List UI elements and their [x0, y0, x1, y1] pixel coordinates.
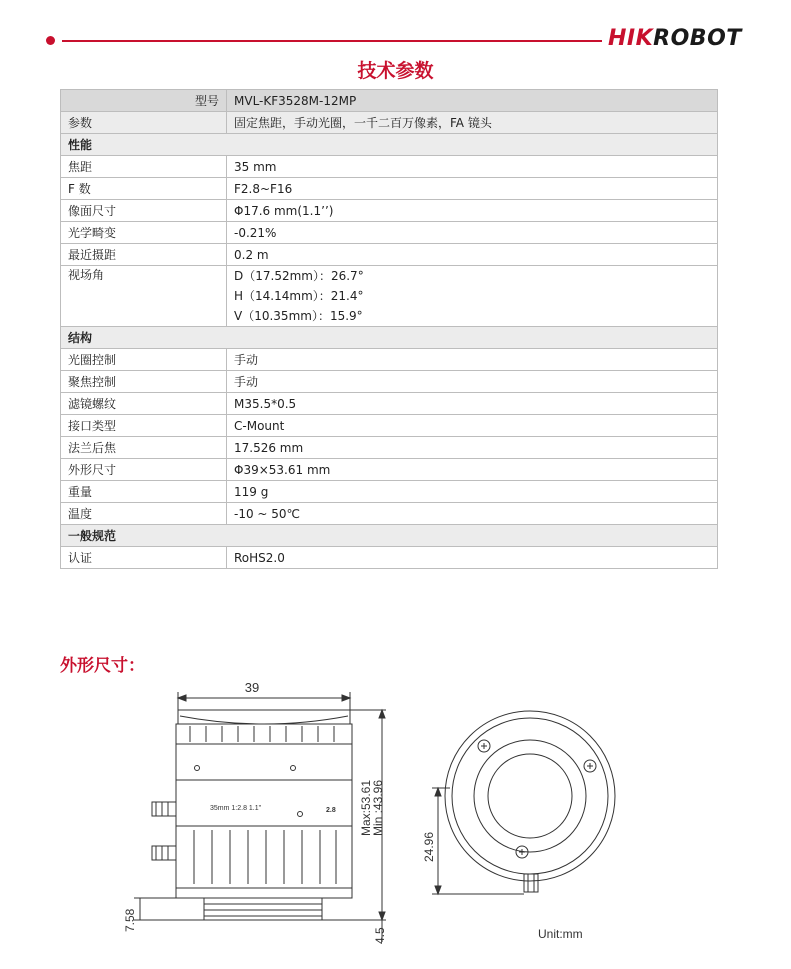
- table-row: [61, 222, 718, 244]
- row-key: 光圈控制: [61, 349, 227, 371]
- row-value: 35 mm: [227, 156, 718, 178]
- row-value: Φ17.6 mm(1.1’’): [227, 200, 718, 222]
- row-key: 法兰后焦: [61, 437, 227, 459]
- row-value: -0.21%: [227, 222, 718, 244]
- row-key: 光学畸变: [61, 222, 227, 244]
- row-key: 温度: [61, 503, 227, 525]
- row-value: -10 ~ 50℃: [227, 503, 718, 525]
- row-key: 接口类型: [61, 415, 227, 437]
- label-max: Max:53.61: [359, 779, 373, 836]
- spec-table: [60, 89, 718, 569]
- section-row: [61, 327, 718, 349]
- grip-ring-bottom: [176, 826, 352, 888]
- table-row: [61, 266, 718, 327]
- brand-logo: [608, 26, 742, 51]
- row-value: 手动: [227, 371, 718, 393]
- table-param-row: [61, 112, 718, 134]
- row-value: Φ39×53.61 mm: [227, 459, 718, 481]
- section-row: [61, 134, 718, 156]
- brand-hik: HIK: [608, 26, 654, 51]
- section-title: 性能: [61, 134, 718, 156]
- row-value: M35.5*0.5: [227, 393, 718, 415]
- table-row: [61, 415, 718, 437]
- arrow-left: [178, 695, 186, 701]
- front-lock-screw: [524, 874, 538, 892]
- row-key: 视场角: [61, 266, 227, 327]
- param-value: 固定焦距，手动光圈，一千二百万像素，FA 镜头: [227, 112, 718, 134]
- row-value-line: D（17.52mm）：26.7°: [234, 269, 364, 283]
- ring-dot-2: [291, 766, 296, 771]
- param-key: 参数: [61, 112, 227, 134]
- table-row: [61, 349, 718, 371]
- row-key: 最近摄距: [61, 244, 227, 266]
- table-row: [61, 156, 718, 178]
- label-bottom: 4.5: [373, 927, 387, 944]
- row-value: [227, 266, 718, 327]
- row-key: F 数: [61, 178, 227, 200]
- unit-label: Unit:mm: [538, 927, 583, 941]
- front-outer-ring: [445, 711, 615, 881]
- ring-dot: [195, 766, 200, 771]
- table-row: [61, 437, 718, 459]
- table-row: [61, 481, 718, 503]
- front-ring-curve: [180, 716, 348, 724]
- row-value: 手动: [227, 349, 718, 371]
- row-value: RoHS2.0: [227, 547, 718, 569]
- label-min: Min :43.96: [371, 779, 385, 836]
- brand-robot: ROBOT: [653, 26, 742, 51]
- model-key-cell: [61, 90, 227, 112]
- grip-ribs-bottom: [194, 830, 336, 884]
- dimension-drawing: [120, 676, 640, 946]
- table-row: [61, 459, 718, 481]
- row-key: 认证: [61, 547, 227, 569]
- model-value: MVL-KF3528M-12MP: [227, 90, 718, 112]
- front-inner-ring: [452, 718, 608, 874]
- header-dot: [46, 36, 55, 45]
- front-ring: [178, 710, 350, 724]
- table-header-row: [61, 90, 718, 112]
- section-title: 结构: [61, 327, 718, 349]
- row-value: F2.8~F16: [227, 178, 718, 200]
- model-key: 型号: [194, 94, 219, 108]
- section-title: 一般规范: [61, 525, 718, 547]
- row-value: 119 g: [227, 481, 718, 503]
- row-value: 17.526 mm: [227, 437, 718, 459]
- label-left: 7.58: [123, 908, 137, 932]
- focus-ring: [176, 780, 352, 826]
- row-key: 外形尺寸: [61, 459, 227, 481]
- row-value: C-Mount: [227, 415, 718, 437]
- row-key: 滤镜螺纹: [61, 393, 227, 415]
- arrow-right: [342, 695, 350, 701]
- c-mount-thread: [204, 898, 322, 920]
- front-aperture-ring: [474, 740, 586, 852]
- row-value: 0.2 m: [227, 244, 718, 266]
- row-value-line: H（14.14mm）：21.4°: [234, 289, 364, 303]
- header-rule: [62, 40, 602, 42]
- row-key: 聚焦控制: [61, 371, 227, 393]
- label-width: 39: [244, 680, 260, 695]
- page-title: 技术参数: [357, 60, 434, 82]
- table-row: [61, 503, 718, 525]
- table-row: [61, 178, 718, 200]
- row-key: 重量: [61, 481, 227, 503]
- lens-marking: 35mm 1:2.8 1.1": [210, 805, 262, 812]
- row-key: 焦距: [61, 156, 227, 178]
- table-row: [61, 200, 718, 222]
- table-row: [61, 371, 718, 393]
- table-row: [61, 547, 718, 569]
- thread-lines: [204, 904, 322, 916]
- side-mark: 2.8: [326, 807, 336, 814]
- section-row: [61, 525, 718, 547]
- row-value-line: V（10.35mm）：15.9°: [234, 309, 363, 323]
- rear-flange: [176, 888, 352, 898]
- aperture-ring: [176, 744, 352, 780]
- table-row: [61, 244, 718, 266]
- grip-ribs-top: [190, 726, 334, 742]
- grip-ring-top: [176, 724, 352, 744]
- focus-dot: [298, 812, 303, 817]
- label-height: 24.96: [422, 831, 436, 862]
- row-key: 像面尺寸: [61, 200, 227, 222]
- front-lens-glass: [488, 754, 572, 838]
- dimensions-title: 外形尺寸：: [60, 656, 145, 676]
- table-row: [61, 393, 718, 415]
